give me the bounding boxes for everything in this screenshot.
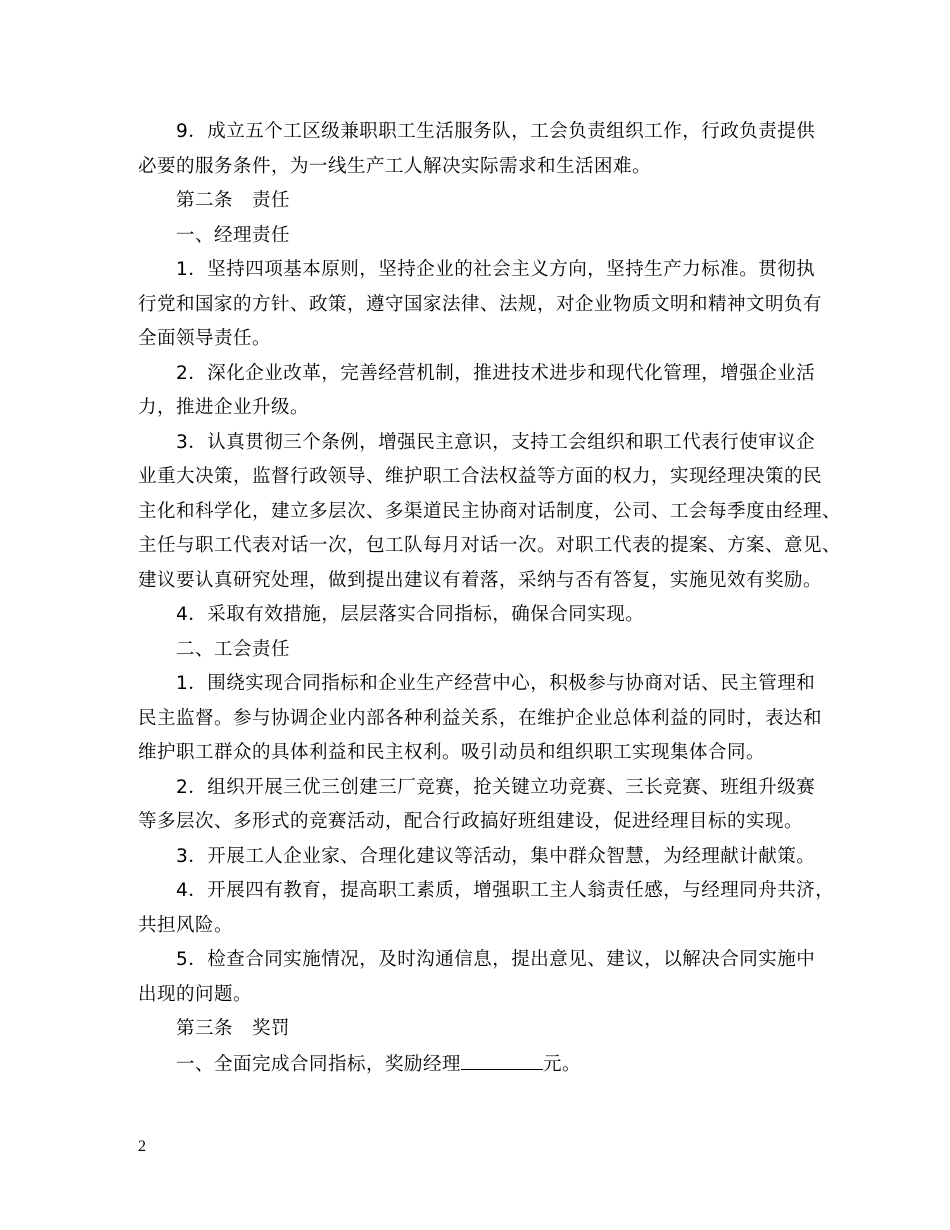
subsection-heading: 一、经理责任 [176,225,291,246]
text-line: 建议要认真研究处理，做到提出建议有着落，采纳与否有答复，实施见效有奖励。 [138,570,823,591]
text-line: 行党和国家的方针、政策，遵守国家法律、法规，对企业物质文明和精神文明负有 [138,294,823,315]
text-line: 必要的服务条件，为一线生产工人解决实际需求和生活困难。 [138,156,652,177]
text-line: 5．检查合同实施情况，及时沟通信息，提出意见、建议，以解决合同实施中 [176,949,816,970]
text-line: 维护职工群众的具体利益和民主权利。吸引动员和组织职工实现集体合同。 [138,742,766,763]
text-line: 4．开展四有教育，提高职工素质，增强职工主人翁责任感，与经理同舟共济， [176,880,835,901]
text-line: 主化和科学化，建立多层次、多渠道民主协商对话制度，公司、工会每季度由经理、 [138,501,842,522]
text-line: 出现的问题。 [138,984,253,1005]
reward-text-after: 元。 [543,1054,582,1075]
text-line: 业重大决策，监督行政领导、维护职工合法权益等方面的权力，实现经理决策的民 [138,466,823,487]
text-line: 共担风险。 [138,915,234,936]
text-line: 主任与职工代表对话一次，包工队每月对话一次。对职工代表的提案、方案、意见、 [138,535,842,556]
text-line: 3．认真贯彻三个条例，增强民主意识，支持工会组织和职工代表行使审议企 [176,432,816,453]
text-line: 9．成立五个工区级兼职职工生活服务队，工会负责组织工作，行政负责提供 [176,121,816,142]
section-heading: 第二条 责任 [176,190,291,211]
section-heading: 第三条 奖罚 [176,1018,291,1039]
text-line: 全面领导责任。 [138,328,272,349]
amount-blank [461,1052,543,1070]
page-number: 2 [138,1138,146,1155]
subsection-heading: 二、工会责任 [176,639,291,660]
text-line: 1．坚持四项基本原则，坚持企业的社会主义方向，坚持生产力标准。贯彻执 [176,259,816,280]
text-line: 力，推进企业升级。 [138,397,310,418]
reward-line [176,1052,581,1077]
text-line: 等多层次、多形式的竞赛活动，配合行政搞好班组建设，促进经理目标的实现。 [138,811,804,832]
text-line: 3．开展工人企业家、合理化建议等活动，集中群众智慧，为经理献计献策。 [176,846,816,867]
text-line: 1．围绕实现合同指标和企业生产经营中心，积极参与协商对话、民主管理和 [176,673,816,694]
text-line: 民主监督。参与协调企业内部各种利益关系，在维护企业总体利益的同时，表达和 [138,708,823,729]
text-line: 2．组织开展三优三创建三厂竞赛，抢关键立功竞赛、三长竞赛、班组升级赛 [176,777,816,798]
text-line: 2．深化企业改革，完善经营机制，推进技术进步和现代化管理，增强企业活 [176,363,816,384]
reward-text-before: 一、全面完成合同指标，奖励经理 [176,1054,462,1075]
text-line: 4．采取有效措施，层层落实合同指标，确保合同实现。 [176,604,645,625]
